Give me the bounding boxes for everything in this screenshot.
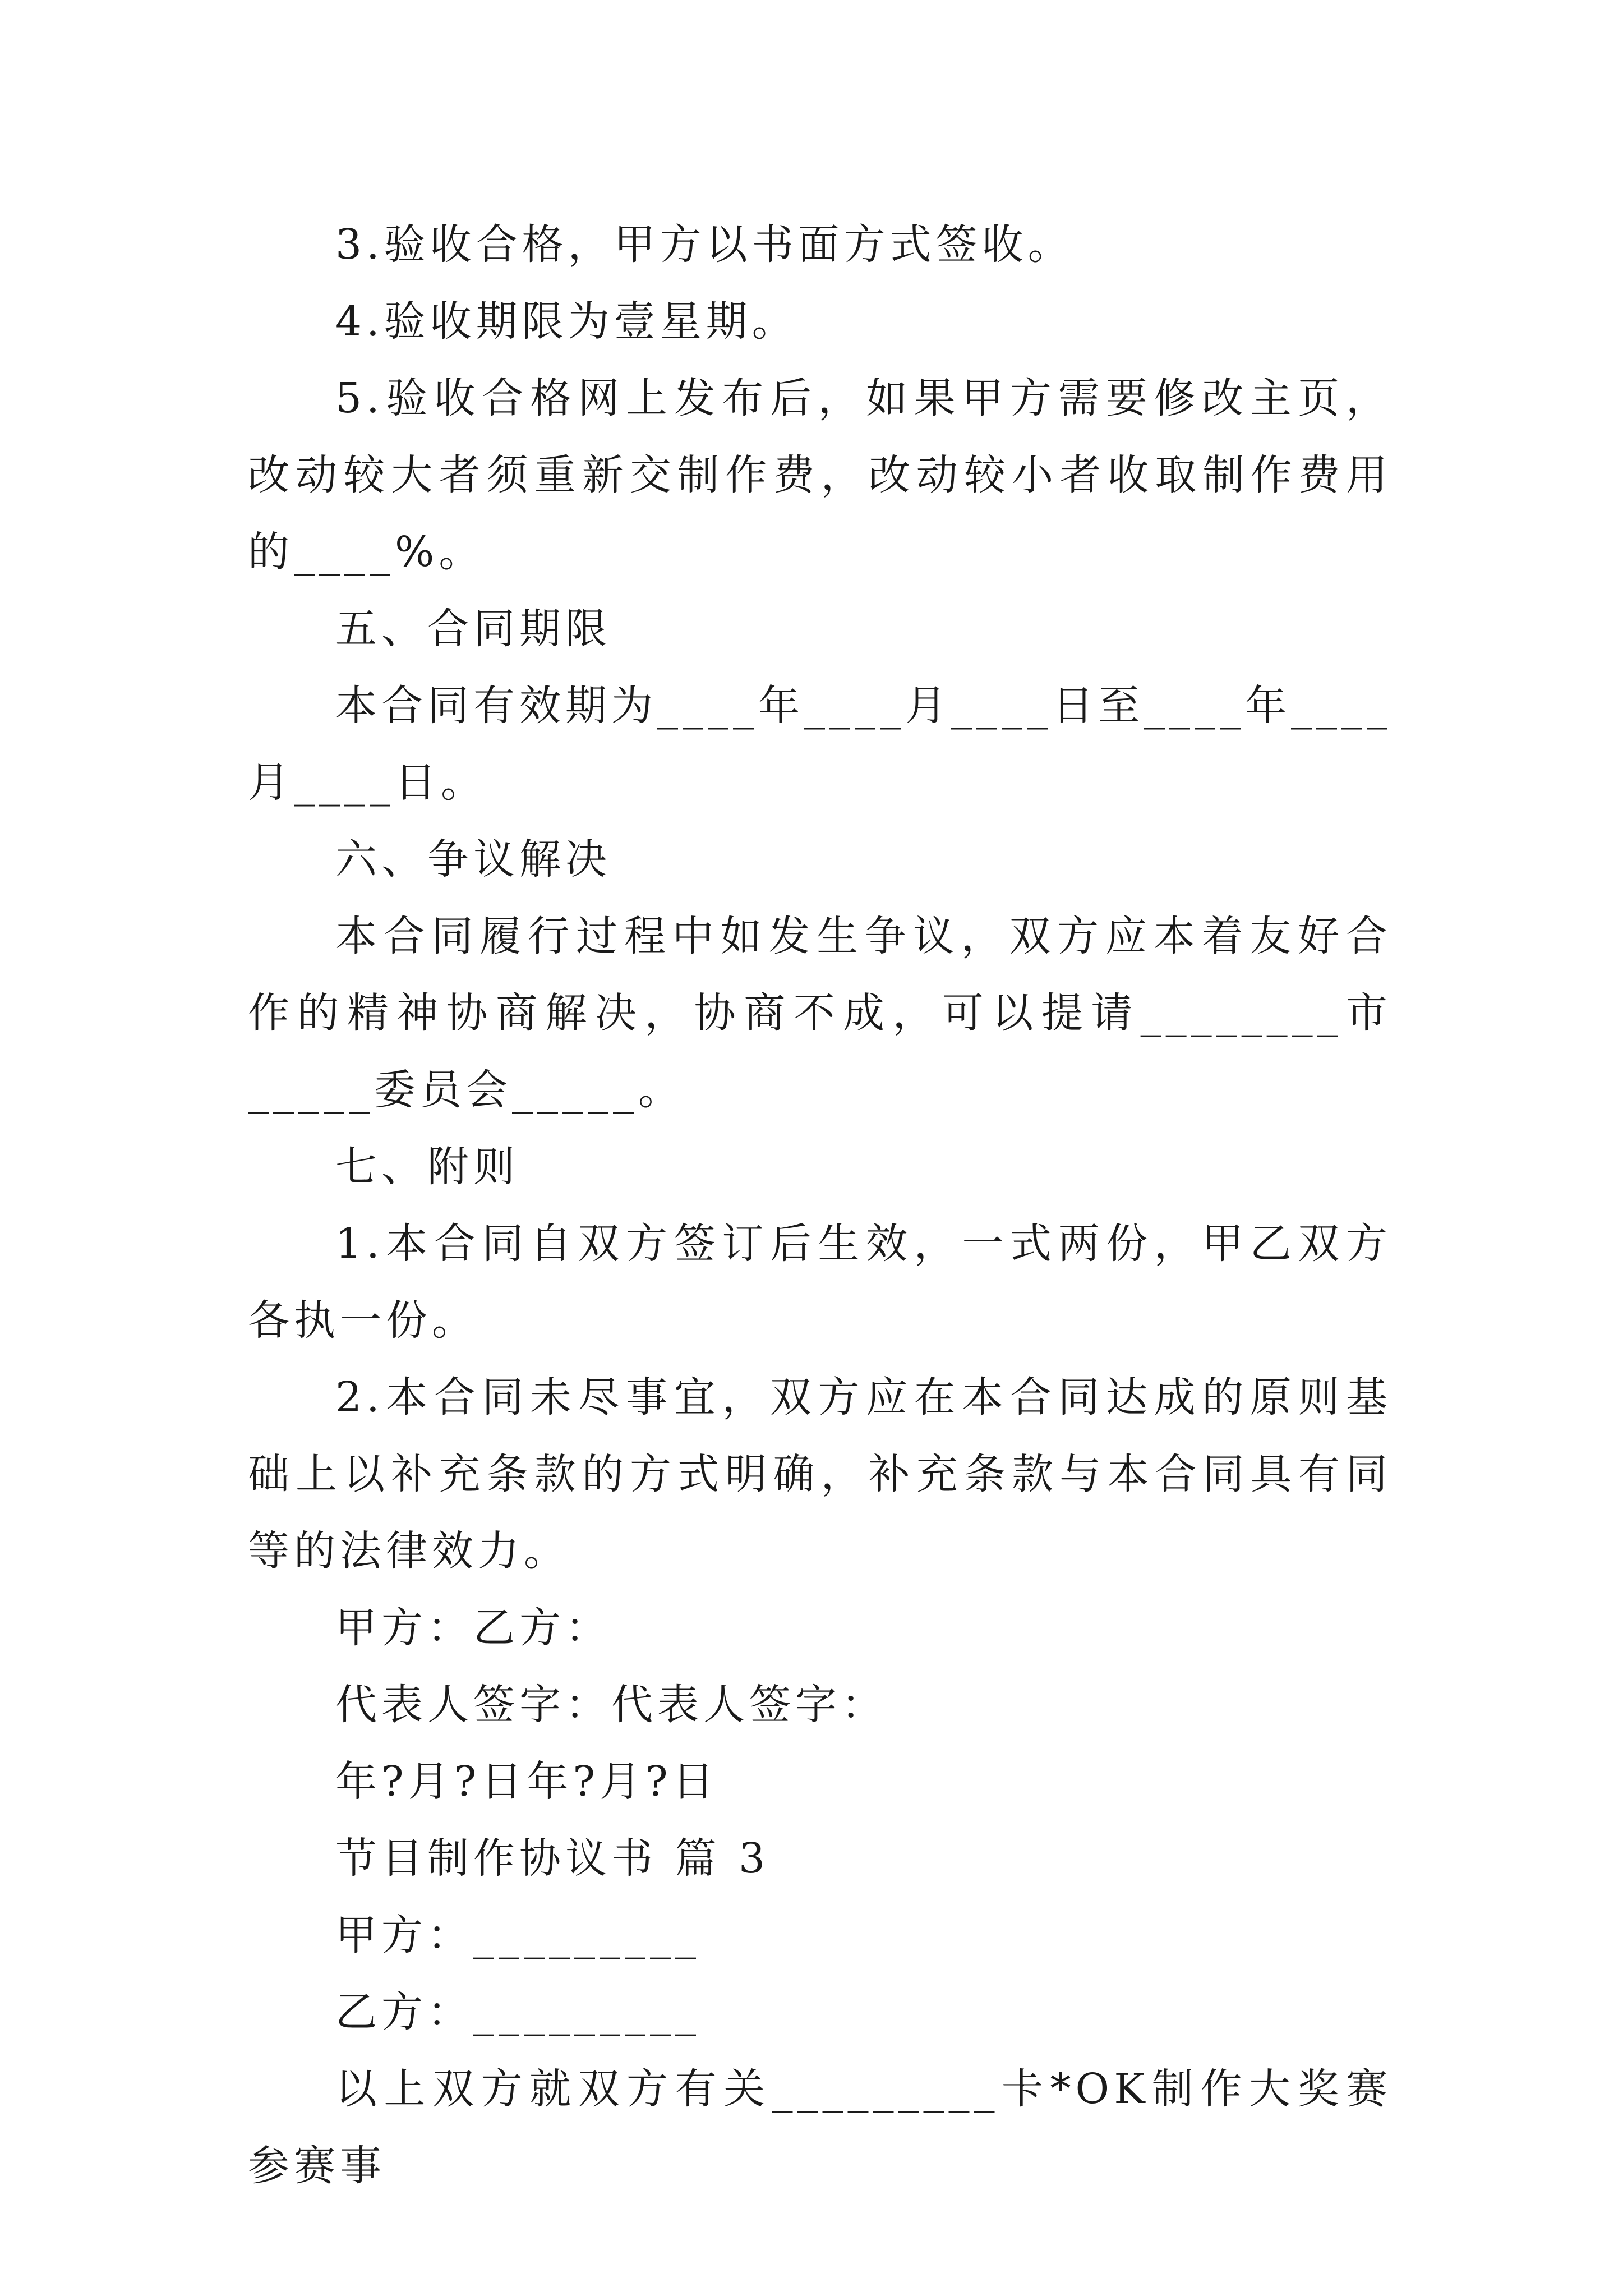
signature-parties: 甲方：乙方： bbox=[335, 1604, 611, 1652]
clause-dispute-resolution: 本合同履行过程中如发生争议，双方应本着友好合作的精神协商解决，协商不成，可以提请________市_____委员会_____。 bbox=[248, 912, 1392, 1114]
agreement-preamble: 以上双方就双方有关_________卡*OK制作大奖赛参赛事 bbox=[248, 2065, 1392, 2190]
signature-representatives: 代表人签字：代表人签字： bbox=[335, 1681, 887, 1729]
section-heading-dispute-resolution: 六、争议解决 bbox=[335, 835, 611, 884]
party-b-line: 乙方：_________ bbox=[335, 1988, 700, 2036]
clause-unresolved-matters: 2.本合同未尽事宜，双方应在本合同达成的原则基础上以补充条款的方式明确，补充条款与本合同具有同等的法律效力。 bbox=[248, 1373, 1392, 1575]
agreement-title: 节目制作协议书 篇 3 bbox=[335, 1834, 770, 1883]
clause-effective: 1.本合同自双方签订后生效，一式两份，甲乙双方各执一份。 bbox=[248, 1220, 1392, 1345]
clause-acceptance-signoff: 3.验收合格，甲方以书面方式签收。 bbox=[335, 220, 1074, 269]
clause-acceptance-period: 4.验收期限为壹星期。 bbox=[335, 297, 798, 346]
section-heading-contract-term: 五、合同期限 bbox=[335, 605, 611, 653]
clause-modification-fee: 5.验收合格网上发布后，如果甲方需要修改主页，改动较大者须重新交制作费，改动较小者收取制作费用的____%。 bbox=[248, 374, 1392, 576]
signature-dates: 年?月?日年?月?日 bbox=[335, 1757, 718, 1806]
section-heading-supplementary: 七、附则 bbox=[335, 1143, 519, 1191]
party-a-line: 甲方：_________ bbox=[335, 1911, 700, 1959]
clause-validity-period: 本合同有效期为____年____月____日至____年____月____日。 bbox=[248, 682, 1392, 807]
document-body bbox=[248, 206, 1392, 2205]
